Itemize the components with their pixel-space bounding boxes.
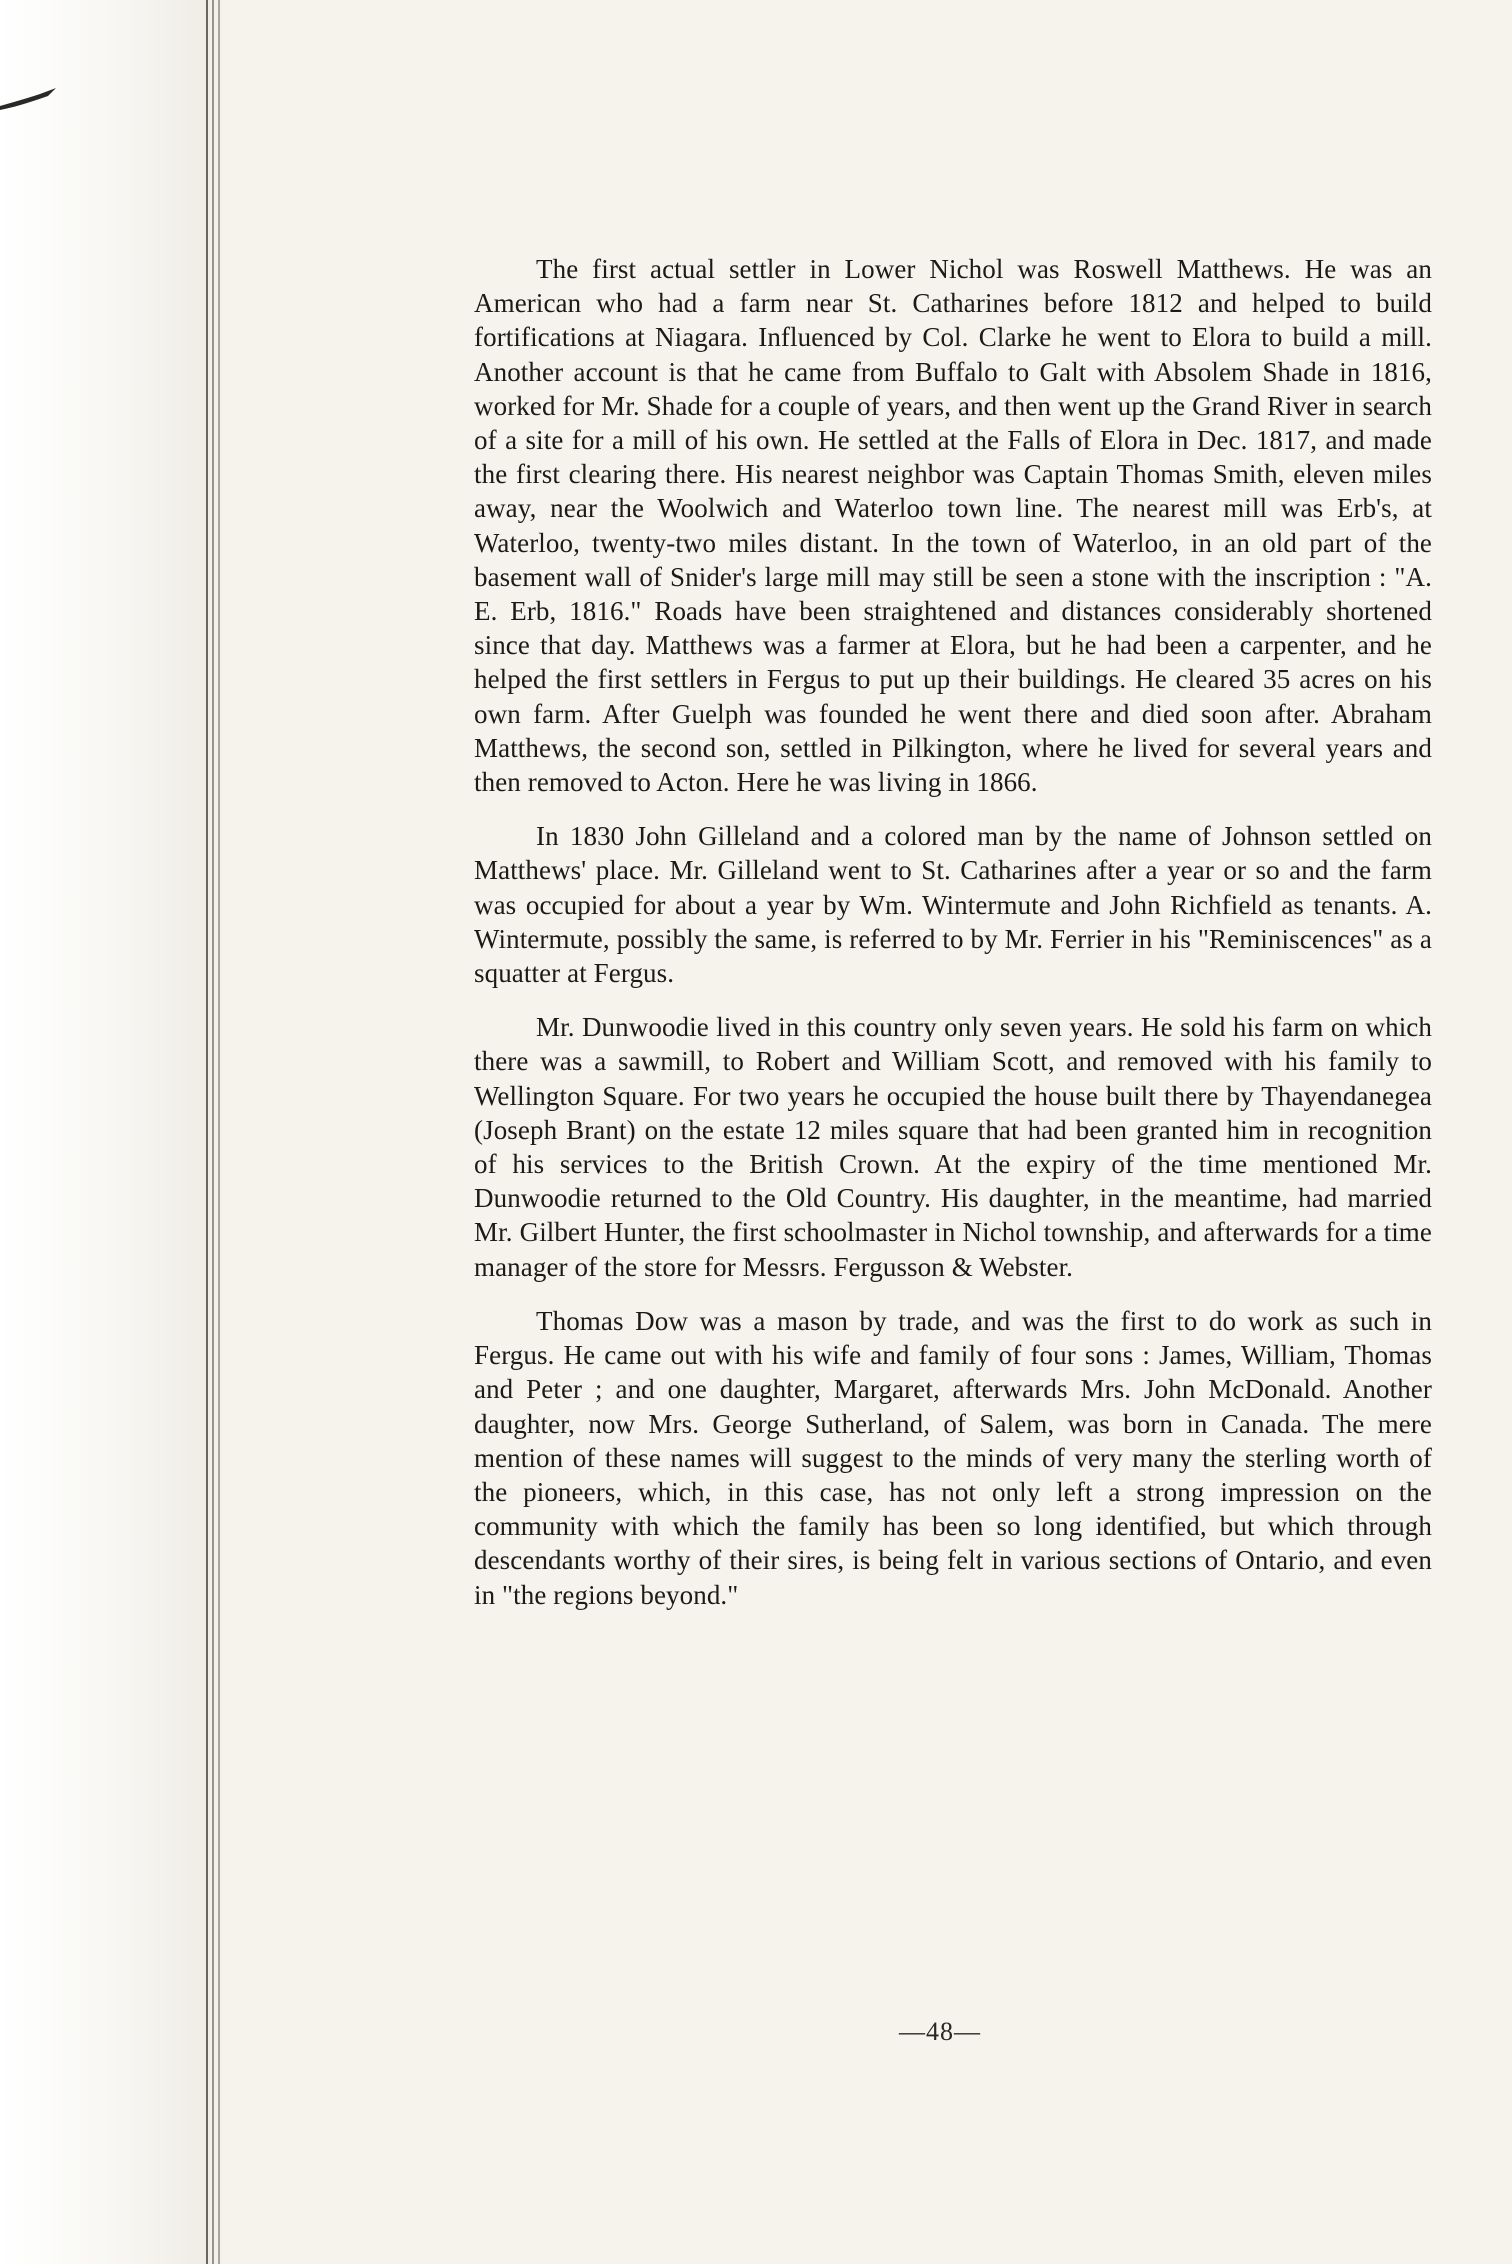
paragraph: The first actual settler in Lower Nichol was Roswell Matthews. He was an American who had a farm near St. Catharines before 1812 and helped to build fortifications at Niagara. Influenced by Col. Clarke he went to Elora to build a mill. Another account is that he came from Buffalo to Galt with Absolem Shade in 1816, worked for Mr. Shade for a couple of years, and then went up the Grand River in search of a site for a mill of his own. He settled at the Falls of Elora in Dec. 1817, and made the first clearing there. His nearest neighbor was Captain Thomas Smith, eleven miles away, near the Woolwich and Waterloo town line. The nearest mill was Erb's, at Waterloo, twenty-two miles distant. In the town of Waterloo, in an old part of the basement wall of Snider's large mill may still be seen a stone with the inscription : "A. E. Erb, 1816." Roads have been straightened and distances considerably shortened since that day. Matthews was a farmer at Elora, but he had been a carpenter, and he helped the first settlers in Fergus to put up their buildings. He cleared 35 acres on his own farm. After Guelph was founded he went there and died soon after. Abraham Matthews, the second son, settled in Pilkington, where he lived for several years and then removed to Acton. Here he was living in 1866. [474, 254, 1432, 798]
page-number: —48— [899, 2017, 981, 2046]
page-edge-line [206, 0, 208, 2264]
scan-artifact-mark [0, 82, 70, 122]
body-text [474, 252, 1432, 1632]
paragraph: Thomas Dow was a mason by trade, and was the first to do work as such in Fergus. He came out with his wife and family of four sons : James, William, Thomas and Peter ; and one daughter, Margaret, afterwards Mrs. John McDonald. Another daughter, now Mrs. George Sutherland, of Salem, was born in Canada. The mere mention of these names will suggest to the minds of very many the sterling worth of the pioneers, which, in this case, has not only left a strong impression on the community with which the family has been so long identified, but which through descendants worthy of their sires, is being felt in various sections of Ontario, and even in "the regions beyond." [474, 1305, 1432, 1610]
paragraph: Mr. Dunwoodie lived in this country only seven years. He sold his farm on which there was a sawmill, to Robert and William Scott, and removed with his family to Wellington Square. For two years he occupied the house built there by Thayendanegea (Joseph Brant) on the estate 12 miles square that had been granted him in recognition of his services to the British Crown. At the expiry of the time mentioned Mr. Dunwoodie returned to the Old Country. His daughter, in the meantime, had married Mr. Gilbert Hunter, the first schoolmaster in Nichol township, and afterwards for a time manager of the store for Messrs. Fergusson & Webster. [474, 1012, 1432, 1282]
scan-left-margin [0, 0, 210, 2264]
page-edge-line [212, 0, 214, 2264]
page-edge-line [218, 0, 220, 2264]
paragraph: In 1830 John Gilleland and a colored man by the name of Johnson settled on Matthews' place. Mr. Gilleland went to St. Catharines after a year or so and the farm was occupied for about a year by Wm. Wintermute and John Richfield as tenants. A. Wintermute, possibly the same, is referred to by Mr. Ferrier in his "Reminiscences" as a squatter at Fergus. [474, 821, 1432, 989]
